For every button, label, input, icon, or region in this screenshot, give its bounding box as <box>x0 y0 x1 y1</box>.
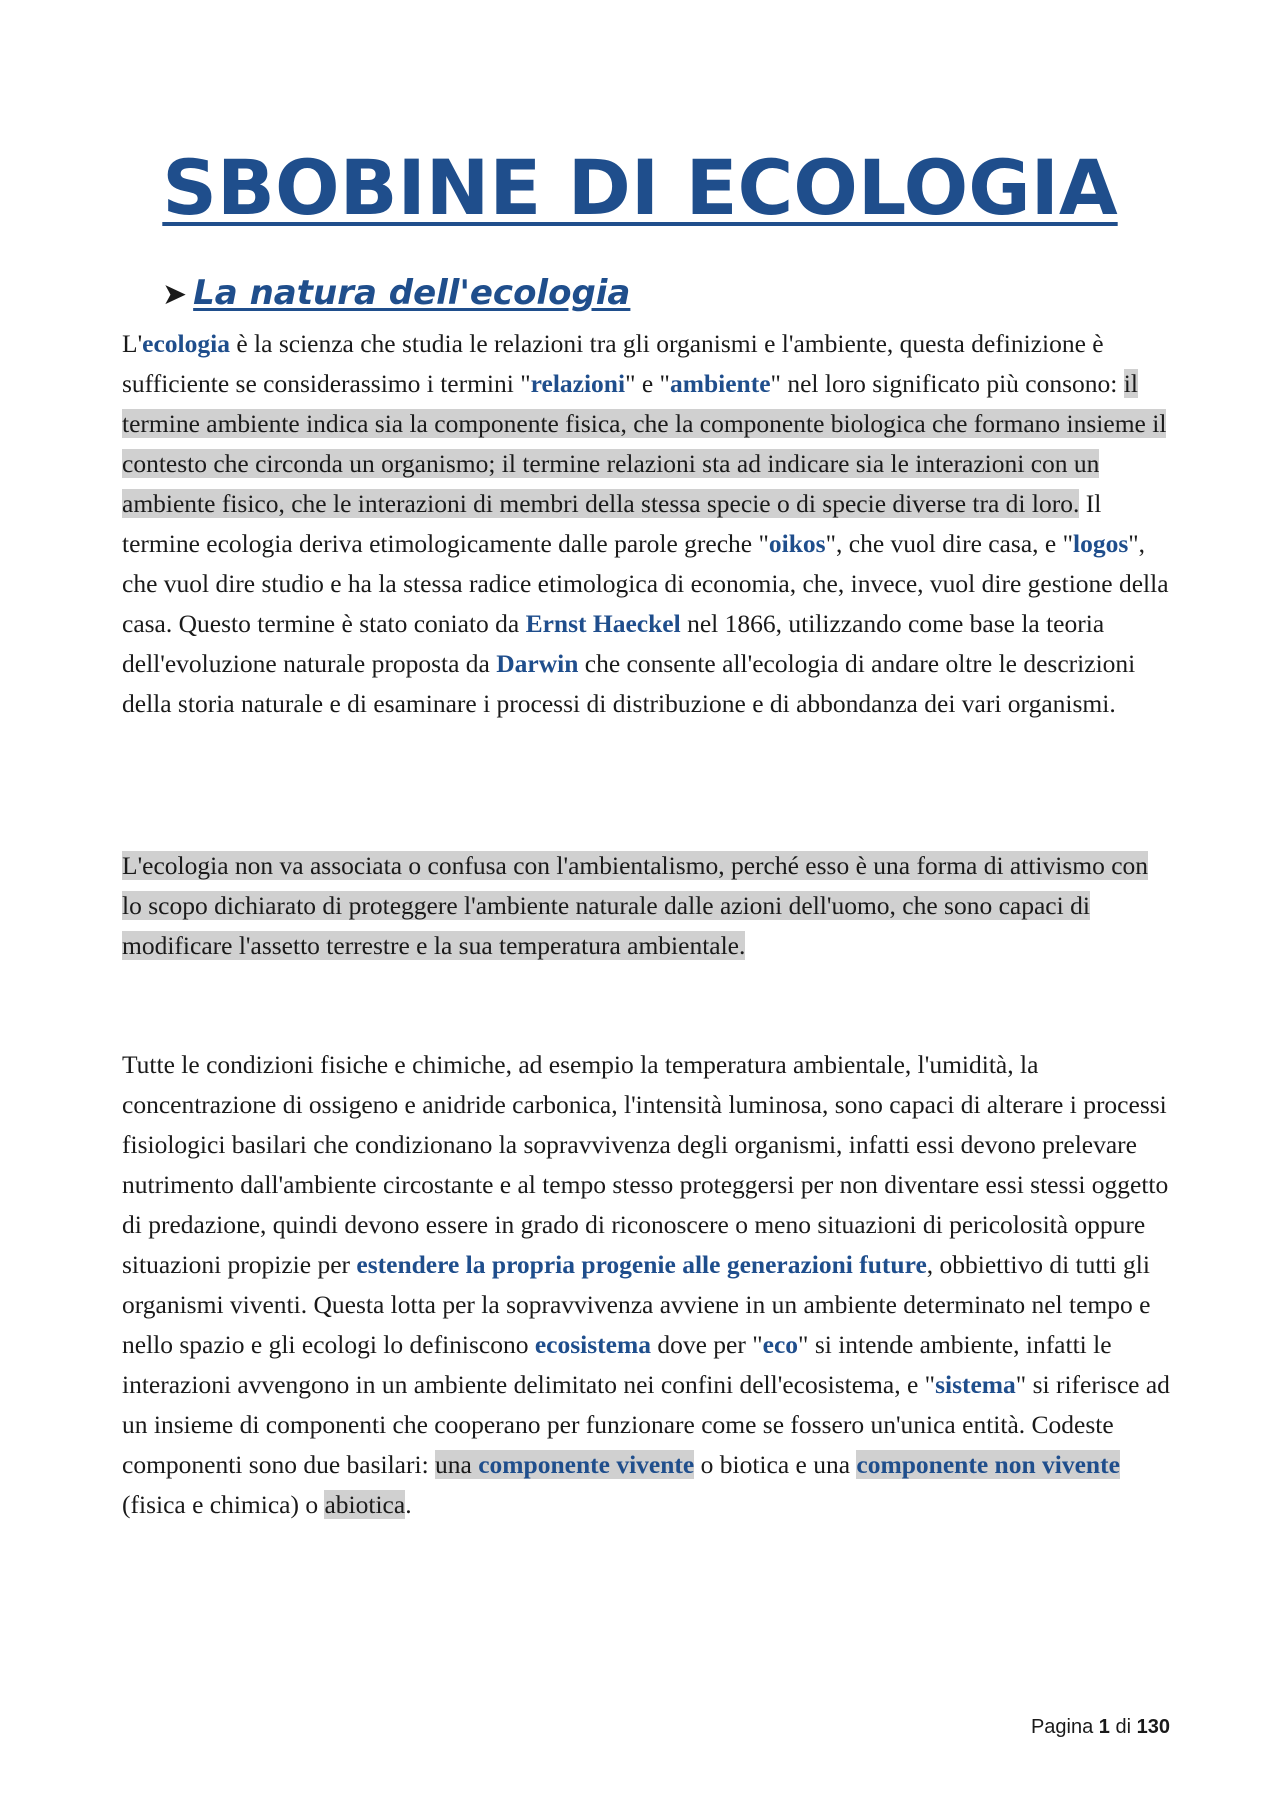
footer-label: Pagina <box>1030 1716 1094 1738</box>
keyword-progenie: estendere la propria progenie alle generazioni future <box>356 1250 927 1279</box>
keyword-oikos: oikos <box>768 529 826 558</box>
paragraph-1 <box>122 324 1172 724</box>
document-title <box>0 143 1280 232</box>
text-run: " e " <box>625 369 670 398</box>
keyword-logos: logos <box>1073 529 1129 558</box>
text-run: , obbiettivo di tutti gli organismi viventi. Questa lotta per la sopravvivenza avviene in un ambiente determinato nel tempo e nello spazio e gli ecologi lo definiscono <box>122 1250 1151 1359</box>
keyword-ernst-haeckel: Ernst Haeckel <box>525 609 681 638</box>
keyword-ecologia: ecologia <box>142 329 230 358</box>
page-footer <box>1031 1716 1170 1739</box>
keyword-ambiente: ambiente <box>669 369 771 398</box>
keyword-sistema: sistema <box>935 1370 1016 1399</box>
text-run: " si intende ambiente, infatti le interazioni avvengono in un ambiente delimitato nei confini dell'ecosistema, e " <box>122 1330 1112 1399</box>
current-page-number: 1 <box>1098 1716 1110 1738</box>
paragraph-3 <box>122 1045 1172 1525</box>
section-heading <box>162 273 631 313</box>
text-run: dove per " <box>650 1330 763 1359</box>
keyword-ecosistema: ecosistema <box>534 1330 651 1359</box>
text-run: è la scienza che studia le relazioni tra gli organismi e l'ambiente, questa definizione è sufficiente se considerassimo i termini " <box>122 329 1104 398</box>
text-run: ", che vuol dire casa, e " <box>825 529 1073 558</box>
total-pages-number: 130 <box>1136 1716 1170 1738</box>
keyword-darwin: Darwin <box>496 649 579 678</box>
keyword-componente-vivente: componente vivente <box>478 1450 695 1479</box>
paragraph-2 <box>122 846 1172 966</box>
text-run: L' <box>122 329 143 358</box>
text-run: " si riferisce ad un insieme di componenti che cooperano per funzionare come se fossero un'unica entità. Codeste componenti sono due basilari: <box>122 1370 1170 1479</box>
highlighted-text: L'ecologia non va associata o confusa con l'ambientalismo, perché esso è una forma di attivismo con lo scopo dichiarato di proteggere l'ambiente naturale dalle azioni dell'uomo, che sono capaci di modificare l'assetto terrestre e la sua temperatura ambientale. <box>122 851 1149 960</box>
highlighted-text: abiotica <box>324 1490 406 1519</box>
text-run: nel 1866, utilizzando come base la teoria dell'evoluzione naturale proposta da <box>122 609 1105 678</box>
keyword-relazioni: relazioni <box>530 369 626 398</box>
footer-of-label: di <box>1115 1716 1132 1738</box>
highlighted-text: il termine ambiente indica sia la componente fisica, che la componente biologica che formano insieme il contesto che circonda un organismo; il termine relazioni sta ad indicare sia le interazioni con un ambiente fisico, che le interazioni di membri della stessa specie o di specie diverse tra di loro. <box>122 369 1167 518</box>
keyword-eco: eco <box>762 1330 799 1359</box>
text-run: o biotica e una <box>694 1450 857 1479</box>
text-run: Tutte le condizioni fisiche e chimiche, ad esempio la temperatura ambientale, l'umidità, la concentrazione di ossigeno e anidride carbonica, l'intensità luminosa, sono capaci di alterare i processi fisiologici basilari che condizionano la sopravvivenza degli organismi, infatti essi devono prelevare nutrimento dall'ambiente circostante e al tempo stesso proteggersi per non diventare essi stessi oggetto di predazione, quindi devono essere in grado di riconoscere o meno situazioni di pericolosità oppure situazioni propizie per <box>122 1050 1169 1279</box>
text-run: " nel loro significato più consono: <box>770 369 1124 398</box>
highlighted-text: una <box>435 1450 479 1479</box>
section-heading-text: La natura dell'ecologia <box>193 273 631 313</box>
keyword-componente-non-vivente: componente non vivente <box>856 1450 1120 1479</box>
text-run: che consente all'ecologia di andare oltre le descrizioni della storia naturale e di esaminare i processi di distribuzione e di abbondanza dei vari organismi. <box>122 649 1136 718</box>
text-run: Il termine ecologia deriva etimologicamente dalle parole greche " <box>122 489 1102 558</box>
arrow-right-icon: ➤ <box>162 277 188 312</box>
text-run: . <box>405 1490 412 1519</box>
text-run: ", che vuol dire studio e ha la stessa radice etimologica di economia, che, invece, vuol dire gestione della casa. Questo termine è stato coniato da <box>122 529 1169 638</box>
document-title-text: SBOBINE DI ECOLOGIA <box>162 143 1118 232</box>
text-run: (fisica e chimica) o <box>122 1490 325 1519</box>
